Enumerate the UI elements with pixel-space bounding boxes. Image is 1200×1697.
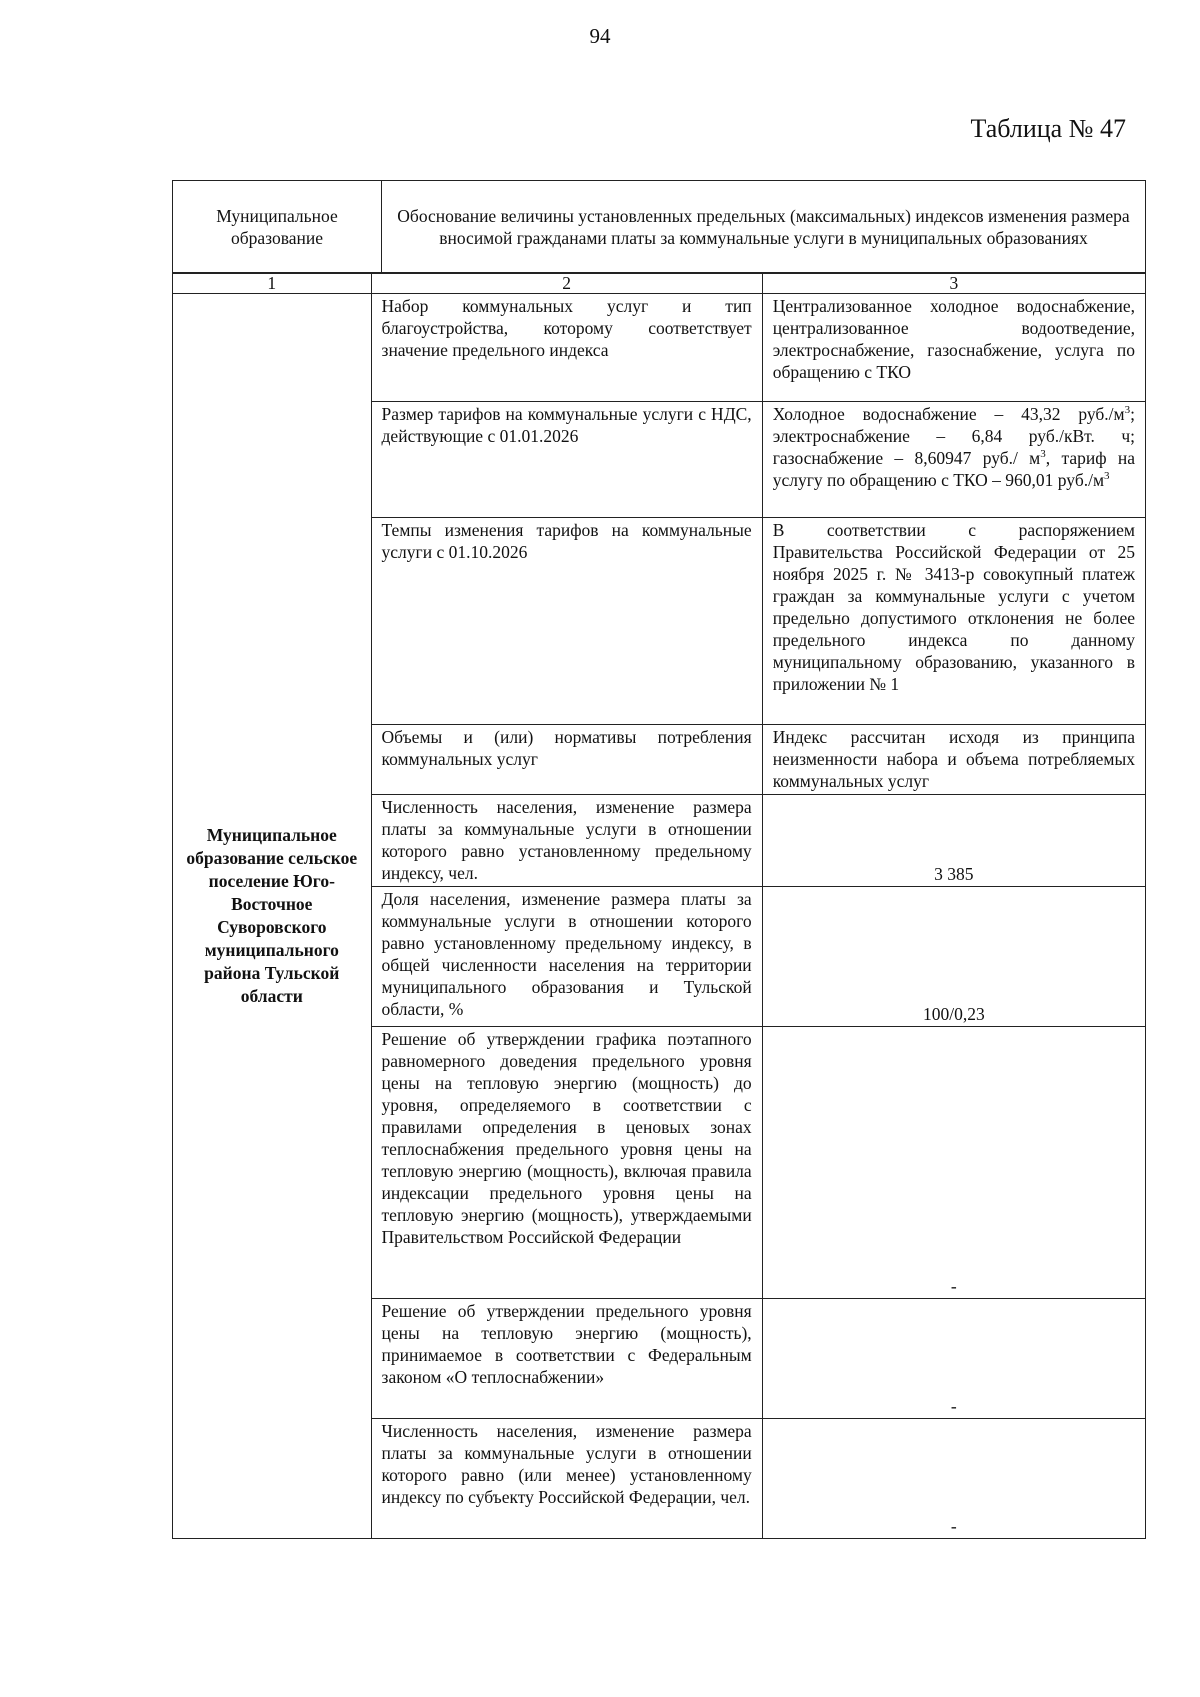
row-label: Темпы изменения тарифов на коммунальные услуги с 01.10.2026	[371, 518, 762, 725]
row-value: -	[762, 1299, 1145, 1419]
column-number: 3	[762, 273, 1145, 294]
row-label: Решение об утверждении графика поэтапного равномерного доведения предельного уровня цены на тепловую энергию (мощность) до уровня, определяемого в соответствии с правилами определения в ценовых зонах теплоснабжения предельного уровня цены на тепловую энергию (мощность), включая правила индексации предельного уровня цены на тепловую энергию (мощность), утверждаемыми Правительством Российской Федерации	[371, 1027, 762, 1299]
superscript: 3	[1040, 448, 1046, 461]
main-table	[172, 272, 1146, 1539]
municipality-name: Муниципальное образование сельское поселение Юго-Восточное Суворовского муниципального района Тульской области	[173, 294, 372, 1539]
row-value: Индекс рассчитан исходя из принципа неизменности набора и объема потребляемых коммунальных услуг	[762, 725, 1145, 795]
row-label: Решение об утверждении предельного уровня цены на тепловую энергию (мощность), принимаемое в соответствии с Федеральным законом «О теплоснабжении»	[371, 1299, 762, 1419]
row-value: 100/0,23	[762, 887, 1145, 1027]
column-number: 2	[371, 273, 762, 294]
row-value: В соответствии с распоряжением Правительства Российской Федерации от 25 ноября 2025 г. № 3413-р совокупный платеж граждан за коммунальные услуги с учетом предельно допустимого отклонения не более предельного индекса по данному муниципальному образованию, указанного в приложении № 1	[762, 518, 1145, 725]
column-number: 1	[173, 273, 372, 294]
tariff-text: ; электроснабжение – 6,84 руб./кВт. ч; газоснабжение – 8,60947 руб./ м	[772, 404, 1135, 468]
row-label: Численность населения, изменение размера платы за коммунальные услуги в отношении которого равно (или менее) установленному индексу по субъекту Российской Федерации, чел.	[371, 1419, 762, 1539]
row-value	[762, 402, 1145, 518]
column-number-row	[173, 273, 1146, 294]
row-label: Доля населения, изменение размера платы за коммунальные услуги в отношении которого равно установленному предельному индексу, в общей численности населения на территории муниципального образования и Тульской области, %	[371, 887, 762, 1027]
row-label: Объемы и (или) нормативы потребления коммунальных услуг	[371, 725, 762, 795]
table-caption: Таблица № 47	[970, 114, 1126, 143]
page-number: 94	[589, 24, 611, 48]
header-table	[172, 180, 1146, 274]
row-value: -	[762, 1419, 1145, 1539]
header-col2: Обоснование величины установленных предельных (максимальных) индексов изменения размера вносимой гражданами платы за коммунальные услуги в муниципальных образованиях	[382, 181, 1146, 274]
superscript: 3	[1104, 470, 1110, 483]
table-row	[173, 294, 1146, 402]
header-col1: Муниципальное образование	[173, 181, 382, 274]
row-value: 3 385	[762, 795, 1145, 887]
row-value: -	[762, 1027, 1145, 1299]
superscript: 3	[1124, 404, 1131, 417]
row-label: Размер тарифов на коммунальные услуги с НДС, действующие с 01.01.2026	[371, 402, 762, 518]
tariff-text: Холодное водоснабжение – 43,32 руб./м	[772, 404, 1125, 424]
tariff-text: , тариф на услугу по обращению с ТКО – 960,01 руб./м	[772, 448, 1135, 490]
row-label: Численность населения, изменение размера платы за коммунальные услуги в отношении которого равно установленному предельному индексу, чел.	[371, 795, 762, 887]
row-value: Централизованное холодное водоснабжение, централизованное водоотведение, электроснабжение, газоснабжение, услуга по обращению с ТКО	[762, 294, 1145, 402]
row-label: Набор коммунальных услуг и тип благоустройства, которому соответствует значение предельного индекса	[371, 294, 762, 402]
